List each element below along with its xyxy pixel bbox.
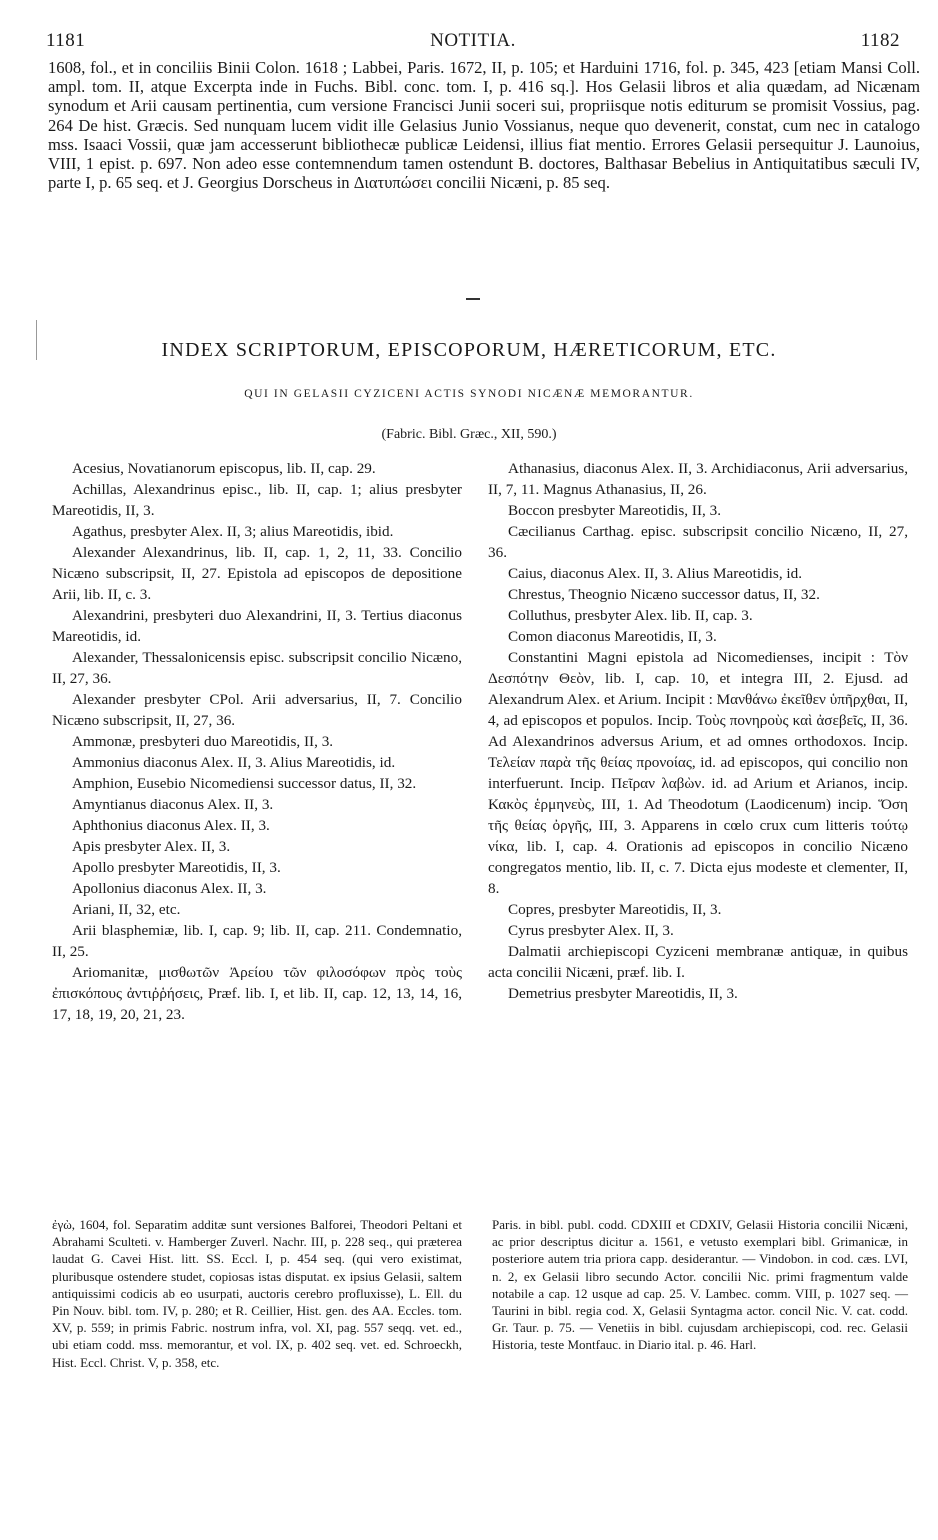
index-entry: Copres, presbyter Mareotidis, II, 3. [508,901,722,918]
index-entry: Colluthus, presbyter Alex. lib. II, cap. 3. [508,607,753,624]
section-title: INDEX SCRIPTORUM, EPISCOPORUM, HÆRETICORUM, ETC. [161,339,777,361]
index-entry: Chrestus, Theognio Nicæno successor datus, II, 32. [508,586,820,603]
footnote-text: Paris. in bibl. publ. codd. CDXIII et CDXIV, Gelasii Historia concilii Nicæni, ac prior descriptus dicitur a. 1561, e vetusto exemplari bibl. Grimanicæ, in posteriore autem tria priora capp. desiderantur. — Vindobon. in cod. cæs. LVI, n. 2, ex Gelasii libro secundo Actor. concilii Nic. primi fragmentum valde notabile a cap. 12 usque ad cap. 25. V. Lambec. comm. VIII, p. 1027 seq. — Taurini in bibl. regia cod. X, Gelasii Syntagma actor. concil Nic. V. cat. codd. Gr. Taur. p. 75. — Venetiis in bibl. cujusdam archiepiscopi, cod. rec. Gelasii Historia, teste Montfauc. in Diario ital. p. 46. Harl. [492,1217,908,1353]
section-separator [466,298,480,300]
index-entry: Athanasius, diaconus Alex. II, 3. Archidiaconus, Arii adversarius, II, 7, 11. Magnus Athanasius, II, 26. [488,460,908,498]
index-entry: Alexander, Thessalonicensis episc. subscripsit concilio Nicæno, II, 27, 36. [52,649,462,687]
index-entry: Demetrius presbyter Mareotidis, II, 3. [508,985,738,1002]
footnote-text: ἐγὼ, 1604, fol. Separatim additæ sunt versiones Balforei, Theodori Peltani et Abrahami Sculteti. v. Hamberger Zuverl. Nachr. III, p. 228 seq., qui præterea laudat G. Cavei Hist. litt. SS. Eccl. I, p. 454 seq. (qui vero existimat, pluribusque ostendere studet, copiosas istas disputat. ex ipsius Gelasii, saltem antiquissimi codicis ab eo usurpati, auctoris cerebro profluxisse), L. Ell. du Pin Nouv. bibl. tom. IV, p. 280; et R. Ceillier, Hist. gen. des AA. Eccles. tom. XV, p. 559; in primis Fabric. nostrum infra, vol. XI, pag. 557 seqq. vet. ed., ubi etiam codd. mss. memorantur, et vol. IX, p. 402 seq. vet. ed. Schroeckh, Hist. Eccl. Christ. V, p. 358, etc. [52,1217,462,1370]
index-entry: Agathus, presbyter Alex. II, 3; alius Mareotidis, ibid. [72,523,394,540]
index-entry: Apollo presbyter Mareotidis, II, 3. [72,859,281,876]
margin-mark [36,320,37,360]
index-entry: Arii blasphemiæ, lib. I, cap. 9; lib. II, cap. 211. Condemnatio, II, 25. [52,922,462,960]
index-entry: Amyntianus diaconus Alex. II, 3. [72,796,274,813]
intro-text: 1608, fol., et in conciliis Binii Colon. 1618 ; Labbei, Paris. 1672, II, p. 105; et Harduini 1716, fol. p. 345, 423 [etiam Mansi Coll. ampl. tom. II, atque Excerpta inde in Fuchs. Bibl. conc. tom. I, p. 416 sq.]. Hos Gelasii libros et alia quædam, ad Nicænam synodum et Arii causam pertinentia, cum versione Francisci Junii soceri sui, propriisque notis editurum se promisit Vossius, pag. 264 De hist. Græcis. Sed nunquam lucem vidit ille Gelasius Junio Vossianus, neque quo devenerit, constat, cum nec in catalogo mss. Isaaci Vossii, quæ jam accesserunt bibliothecæ publicæ Leidensi, illius fiat mentio. Errores Gelasii persequitur J. Launoius, VIII, 1 epist. p. 697. Non adeo esse contemnendum tamen ostendunt B. doctores, Balthasar Bebelius in Antiquitatibus sæculi IV, parte I, p. 65 seq. et J. Georgius Dorscheus in Διατυπώσει concilii Nicæni, p. 85 seq. [48,58,920,193]
index-entry: Dalmatii archiepiscopi Cyziceni membranæ antiquæ, in quibus acta concilii Nicæni, præf. lib. I. [488,943,908,981]
page-title: NOTITIA. [430,30,516,51]
index-entry: Alexander Alexandrinus, lib. II, cap. 1, 2, 11, 33. Concilio Nicæno subscripsit, II, 27. Epistola ad episcopos de depositione Arii, lib. II, c. 3. [52,544,462,603]
index-entry: Achillas, Alexandrinus episc., lib. II, cap. 1; alius presbyter Mareotidis, II, 3. [52,481,462,519]
index-entry: Apollonius diaconus Alex. II, 3. [72,880,267,897]
section-subtitle: QUI IN GELASII CYZICENI ACTIS SYNODI NICÆNÆ MEMORANTUR. [244,388,694,400]
index-entry: Cyrus presbyter Alex. II, 3. [508,922,674,939]
index-entry: Ariomanitæ, μισθωτῶν Ἀρείου τῶν φιλοσόφων πρὸς τοὺς ἐπισκόπους ἀντιῤῥήσεις, Præf. lib. I, et lib. II, cap. 12, 13, 14, 16, 17, 18, 19, 20, 21, 23. [52,964,462,1023]
index-column-left [52,458,462,1025]
footnote-right [492,1216,908,1354]
index-entry: Alexander presbyter CPol. Arii adversarius, II, 7. Concilio Nicæno subscripsit, II, 27, 36. [52,691,462,729]
index-entry: Amphion, Eusebio Nicomediensi successor datus, II, 32. [72,775,417,792]
index-entry: Ammonæ, presbyteri duo Mareotidis, II, 3. [72,733,334,750]
index-entry: Aphthonius diaconus Alex. II, 3. [72,817,270,834]
index-entry: Constantini Magni epistola ad Nicomedienses, incipit : Τὸν Δεσπότην Θεὸν, lib. I, cap. 10, et integra III, 2. Ejusd. ad Alexandrum Alex. et Arium. Incipit : Μανθάνω ἐκεῖθεν ὑπῆρχθαι, II, 4, ad episcopos et populos. Incip. Τοὺς πονηροὺς καὶ ἀσεβεῖς, II, 36. Ad Alexandrinos adversus Arium, et ad omnes orthodoxos. Incip. Τελείαν παρὰ τῆς θείας προνοίας, id. ad episcopos, qui concilio non interfuerunt. Incip. Πεῖραν λαβὼν. id. ad Arium et Arianos, incip. Κακὸς ἑρμηνεὺς, III, 1. Ad Theodotum (Laodicenum) incip. Ὅση τῆς θείας ὀργῆς, III, 3. Apparens in cœlo crux cum litteris τούτῳ νίκα, lib. I, cap. 4. Orationis ad episcopos in concilio Nicæno congregatos mentio, lib. II, c. 7. Dicta ejus modeste et clementer, II, 8. [488,649,908,897]
index-entry: Cæcilianus Carthag. episc. subscripsit concilio Nicæno, II, 27, 36. [488,523,908,561]
index-entry: Ammonius diaconus Alex. II, 3. Alius Mareotidis, id. [72,754,396,771]
index-entry: Ariani, II, 32, etc. [72,901,181,918]
running-head [46,30,900,56]
index-entry: Caius, diaconus Alex. II, 3. Alius Mareotidis, id. [508,565,803,582]
page-number-left: 1181 [46,30,86,51]
section-source: (Fabric. Bibl. Græc., XII, 590.) [381,427,557,442]
index-entry: Alexandrini, presbyteri duo Alexandrini, II, 3. Tertius diaconus Mareotidis, id. [52,607,462,645]
index-entry: Boccon presbyter Mareotidis, II, 3. [508,502,721,519]
index-column-right [488,458,908,1004]
intro-paragraph [48,58,920,192]
page-number-right: 1182 [860,30,900,51]
index-entry: Acesius, Novatianorum episcopus, lib. II, cap. 29. [72,460,376,477]
index-entry: Comon diaconus Mareotidis, II, 3. [508,628,717,645]
index-entry: Apis presbyter Alex. II, 3. [72,838,231,855]
footnote-left [52,1216,462,1371]
